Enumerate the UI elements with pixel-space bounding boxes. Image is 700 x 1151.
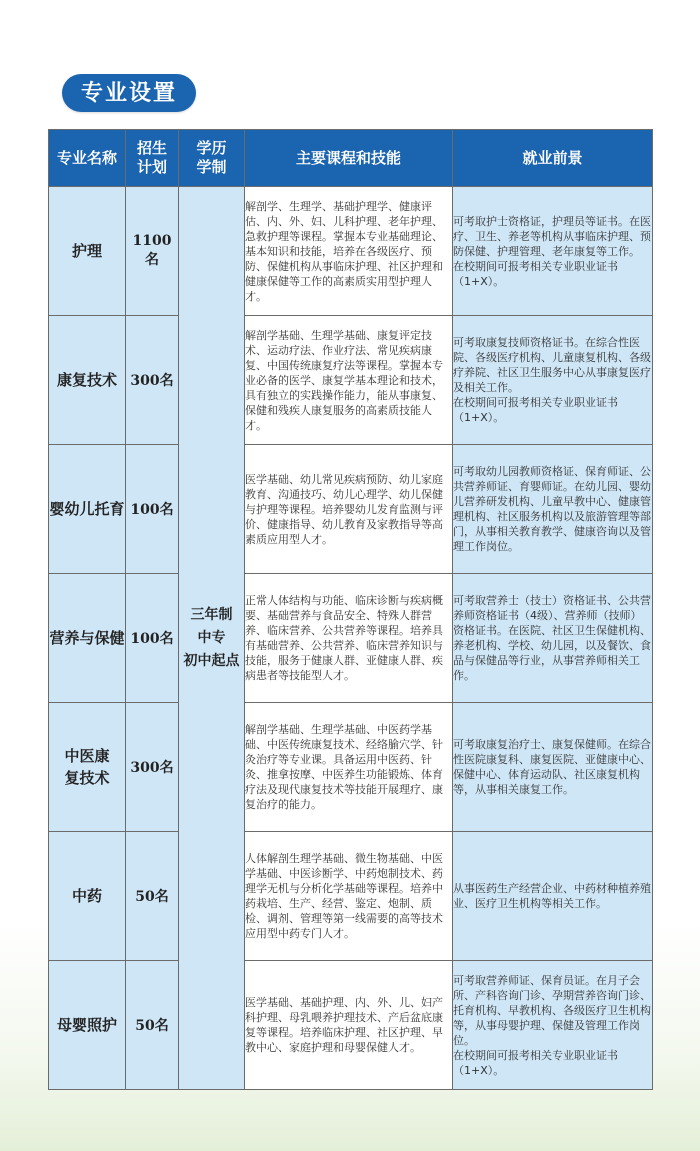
major-name: 中医康 复技术 bbox=[49, 703, 126, 832]
header-enrollment-plan: 招生 计划 bbox=[126, 130, 179, 187]
enrollment-count: 50名 bbox=[126, 832, 179, 961]
enrollment-count: 1100名 bbox=[126, 187, 179, 316]
course-text: 解剖学基础、生理学基础、康复评定技术、运动疗法、作业疗法、常见疾病康复、中国传统康复疗法等课程。掌握本专业必备的医学、康复学基本理论和技术，具有独立的实践操作能力，能从事康复、保健和残疾人康复服务的高素质技能人才。 bbox=[245, 316, 453, 445]
career-text: 可考取营养师证、保育员证。在月子会所、产科咨询门诊、孕期营养咨询门诊、托育机构、早教机构、各级医疗卫生机构等，从事母婴护理、保健及管理工作岗位。 在校期间可报考相关专业职业证书（1+X）。 bbox=[453, 961, 653, 1090]
table-header-row bbox=[49, 130, 653, 187]
table-row bbox=[49, 316, 653, 445]
major-name: 护理 bbox=[49, 187, 126, 316]
table-row bbox=[49, 445, 653, 574]
career-text: 可考取康复治疗士、康复保健师。在综合性医院康复科、康复医院、亚健康中心、保健中心、体育运动队、社区康复机构等，从事相关康复工作。 bbox=[453, 703, 653, 832]
course-text: 医学基础、基础护理、内、外、儿、妇产科护理、母乳喂养护理技术、产后盆底康复等课程。培养临床护理、社区护理、早教中心、家庭护理和母婴保健人才。 bbox=[245, 961, 453, 1090]
major-table bbox=[48, 129, 653, 1090]
course-text: 人体解剖生理学基础、微生物基础、中医学基础、中医诊断学、中药炮制技术、药理学无机与分析化学基础等课程。培养中药栽培、生产、经营、鉴定、炮制、质检、调剂、管理等第一线需要的高等技术应用型中药专门人才。 bbox=[245, 832, 453, 961]
enrollment-count: 100名 bbox=[126, 574, 179, 703]
enrollment-count: 300名 bbox=[126, 703, 179, 832]
course-text: 解剖学、生理学、基础护理学、健康评估、内、外、妇、儿科护理、老年护理、急救护理等课程。掌握本专业基础理论、基本知识和技能，培养在各级医疗、预防、保健机构从事临床护理、社区护理和健康保健等工作的高素质实用型护理人才。 bbox=[245, 187, 453, 316]
section-title: 专业设置 bbox=[62, 74, 196, 112]
education-system: 三年制 中专 初中起点 bbox=[179, 187, 245, 1090]
career-text: 从事医药生产经营企业、中药材种植养殖业、医疗卫生机构等相关工作。 bbox=[453, 832, 653, 961]
course-text: 正常人体结构与功能、临床诊断与疾病概要、基础营养与食品安全、特殊人群营养、临床营养、公共营养等课程。培养具有基础营养、公共营养、临床营养知识与技能，服务于健康人群、亚健康人群、疾病患者等技能型人才。 bbox=[245, 574, 453, 703]
course-text: 医学基础、幼儿常见疾病预防、幼儿家庭教育、沟通技巧、幼儿心理学、幼儿保健与护理等课程。培养婴幼儿发育监测与评价、健康指导、幼儿教育及家教指导等高素质应用型人才。 bbox=[245, 445, 453, 574]
major-name: 中药 bbox=[49, 832, 126, 961]
major-name: 康复技术 bbox=[49, 316, 126, 445]
major-name: 营养与保健 bbox=[49, 574, 126, 703]
table-row bbox=[49, 187, 653, 316]
enrollment-count: 100名 bbox=[126, 445, 179, 574]
table-row bbox=[49, 703, 653, 832]
career-text: 可考取护士资格证，护理员等证书。在医疗、卫生、养老等机构从事临床护理、预防保健、护理管理、老年康复等工作。 在校期间可报考相关专业职业证书（1+X）。 bbox=[453, 187, 653, 316]
career-text: 可考取康复技师资格证书。在综合性医院、各级医疗机构、儿童康复机构、各级疗养院、社区卫生服务中心从事康复医疗及相关工作。 在校期间可报考相关专业职业证书（1+X）。 bbox=[453, 316, 653, 445]
table-row bbox=[49, 832, 653, 961]
header-major-name: 专业名称 bbox=[49, 130, 126, 187]
course-text: 解剖学基础、生理学基础、中医药学基础、中医传统康复技术、经络腧穴学、针灸治疗等专业课。具备运用中医药、针灸、推拿按摩、中医养生功能锻炼、体育疗法及现代康复技术等技能开展理疗、康复治疗的能力。 bbox=[245, 703, 453, 832]
enrollment-count: 300名 bbox=[126, 316, 179, 445]
header-courses: 主要课程和技能 bbox=[245, 130, 453, 187]
major-name: 母婴照护 bbox=[49, 961, 126, 1090]
major-name: 婴幼儿托育 bbox=[49, 445, 126, 574]
enrollment-count: 50名 bbox=[126, 961, 179, 1090]
career-text: 可考取营养士（技士）资格证书、公共营养师资格证书（4级）、营养师（技师）资格证书。在医院、社区卫生保健机构、养老机构、学校、幼儿园，以及餐饮、食品与保健品等行业，从事营养师相关工作。 bbox=[453, 574, 653, 703]
header-education-system: 学历 学制 bbox=[179, 130, 245, 187]
career-text: 可考取幼儿园教师资格证、保育师证、公共营养师证、育婴师证。在幼儿园、婴幼儿营养研发机构、儿童早教中心、健康管理机构、社区服务机构以及旅游管理等部门，从事相关教育教学、健康咨询以及管理工作岗位。 bbox=[453, 445, 653, 574]
table-row bbox=[49, 961, 653, 1090]
table-row bbox=[49, 574, 653, 703]
header-career: 就业前景 bbox=[453, 130, 653, 187]
